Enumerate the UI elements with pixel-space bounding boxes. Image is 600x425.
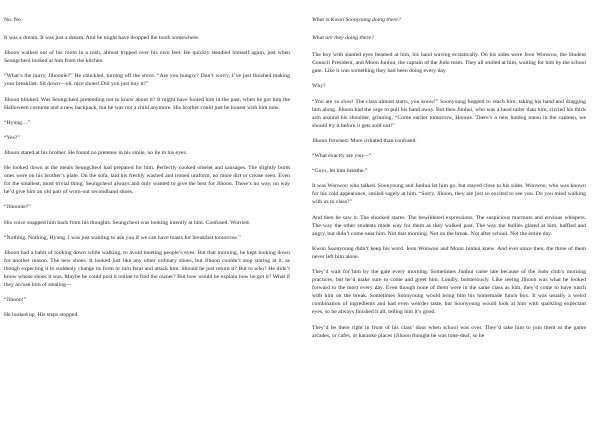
paragraph: And then he saw it. The shocked stares. The bewildered expressions. The suspicious murmurs and envious whispers. The way the other students made way for them as they walked past. The way the bullies glared at him, baffled and angry, but didn’t come near him. Not that morning. Not on the break. Not after school. Not the entire day. xyxy=(312,214,586,237)
paragraph: Jihoon had a habit of looking down while walking, to avoid meeting people’s eyes. But that morning, he kept looking down for another reason. The new shoes. It looked just like any other ordinary shoes, but Jihoon couldn’t stop staring at it, as though expecting it to suddenly change its form or turn feral and attack him. Should he just return it? But to who? He didn’t know whose shoes it was. Maybe he could post it online to find the owner? But how would he explain how he got it? What if they accuse him of stealing— xyxy=(4,249,290,289)
paragraph: They’d wait for him by the gate every morning. Sometimes Junhui came late because of the Judo club’s morning practices, but he’d make sure to come and greet him. Loudly, boisterously. Like seeing Jihoon was what he looked forward to the most every day. Even though none of them were in the same class as him, they’d come to have lunch with him on the break. Sometimes Soonyoung would bring him his homemade lunch box. It was usually a weird combination of ingredients and had even weirder taste, but Soonyoung would look at him with sparkling expectant eyes, so he always finished it all, telling him it’s good. xyxy=(312,268,586,316)
paragraph: “Guys, let him breathe.” xyxy=(312,168,368,175)
paragraph: The boy with slanted eyes beamed at him, his hand waving ecstatically. On his sides were Jeon Wonwoo, the Student Council President, and Moon Junhui, the captain of the Judo team. They all smiled at him, waiting for him by the school gate. Like it was something they had been doing every day. xyxy=(312,52,586,75)
paragraph: Jihoon walked out of his room in a rush, almost tripped over his own feet. He quickly steadied himself again, just when Seungcheol looked at him from the kitchen. xyxy=(4,50,290,65)
paragraph: “Nothing. Nothing, Hyung. I was just wanting to ask you if we can have toasts for breakfast tomorrow.” xyxy=(4,234,241,241)
paragraph: It was Wonwoo who talked. Soonyoung and Junhui let him go, but stayed close to his sides. Wonwoo, who was known for his cold appearance, smiled sagely at him. “Sorry, Jihoon, they are just so excited to see you. Do you mind walking with us to class?” xyxy=(312,183,586,206)
paragraph: “You are so slow! The class almost starts, you know!” Soonyoung hopped to reach him, taking his hand and dragging him along. Jihoon had the urge to pull his hand away. But then Junhui, who was a head taller than him, circled his thick arm around his shoulder, grinning. “Come earlier tomorrow, Hoonie. There’s a new hotdog menu in the canteen, we should try it before it gets sold out!” xyxy=(312,98,586,129)
paragraph: “What’s the hurry, Jihoonie?” He chuckled, turning off the stove. “Are you hungry? Don’t worry, I’ve just finished making your breakfast. Sit down—oh, nice shoes! Did you just buy it?” xyxy=(4,73,290,88)
paragraph: “What exactly are you—” xyxy=(312,153,372,160)
paragraph: He looked up. His steps stopped. xyxy=(4,312,79,319)
paragraph: His voice snapped him back from his thoughts. Seungcheol was looking intently at him. Confused. Worried. xyxy=(4,219,251,226)
paragraph: Kwon Soonyoung didn’t keep his word. Jeon Wonwoo and Moon Junhui knew. And ever since then, the three of them never left him alone. xyxy=(312,245,586,260)
paragraph: Jihoon blinked. Was Seungcheol pretending not to know about it? It might have fooled him in the past, when he got him the Halloween costume and a new backpack, but he was not a child anymore. His brother could just be honest with him now. xyxy=(4,96,290,111)
paragraph: Why? xyxy=(312,83,326,90)
paragraph: “Jihoonie?” xyxy=(4,204,31,211)
paragraph: Jihoon stared at his brother. He found no pretense in his smile, no lie in his eyes. xyxy=(4,149,188,156)
paragraph: “Yes?” xyxy=(4,134,20,141)
paragraph: It was a dream. It was just a dream. And he might have dropped the tooth somewhere. xyxy=(4,35,200,42)
right-page-subheader: What are they doing there? xyxy=(312,35,374,42)
right-page-header: What is Kwon Soonyoung doing there? xyxy=(312,17,401,23)
paragraph: Jihoon frowned. More irritated than confused. xyxy=(312,137,417,144)
paragraph: They’d be there right in front of his class’ door when school was over. They’d take him to join them to the game arcades, or cafes, or karaoke places (Jihoon thought he was tone-deaf, so he xyxy=(312,324,586,339)
left-page-opening-line: No. No. xyxy=(4,17,23,23)
paragraph: “Hyung…” xyxy=(4,119,31,126)
paragraph: “Jihoon!” xyxy=(4,297,27,304)
right-page xyxy=(300,0,600,425)
paragraph: He looked down at the meals Seungcheol had prepared for him. Perfectly cooked omelet and sausages. The slightly burnt ones were on his brother’s plate. On the sofa, laid his freshly washed and ironed uniform, no more dirt or crease seen. Even for the smallest, most trivial thing, Seungcheol always and only wanted to give the best for Jihoon. There’s no way, no way he’d give him an old pair of worn-out secondhand shoes. xyxy=(4,165,290,196)
